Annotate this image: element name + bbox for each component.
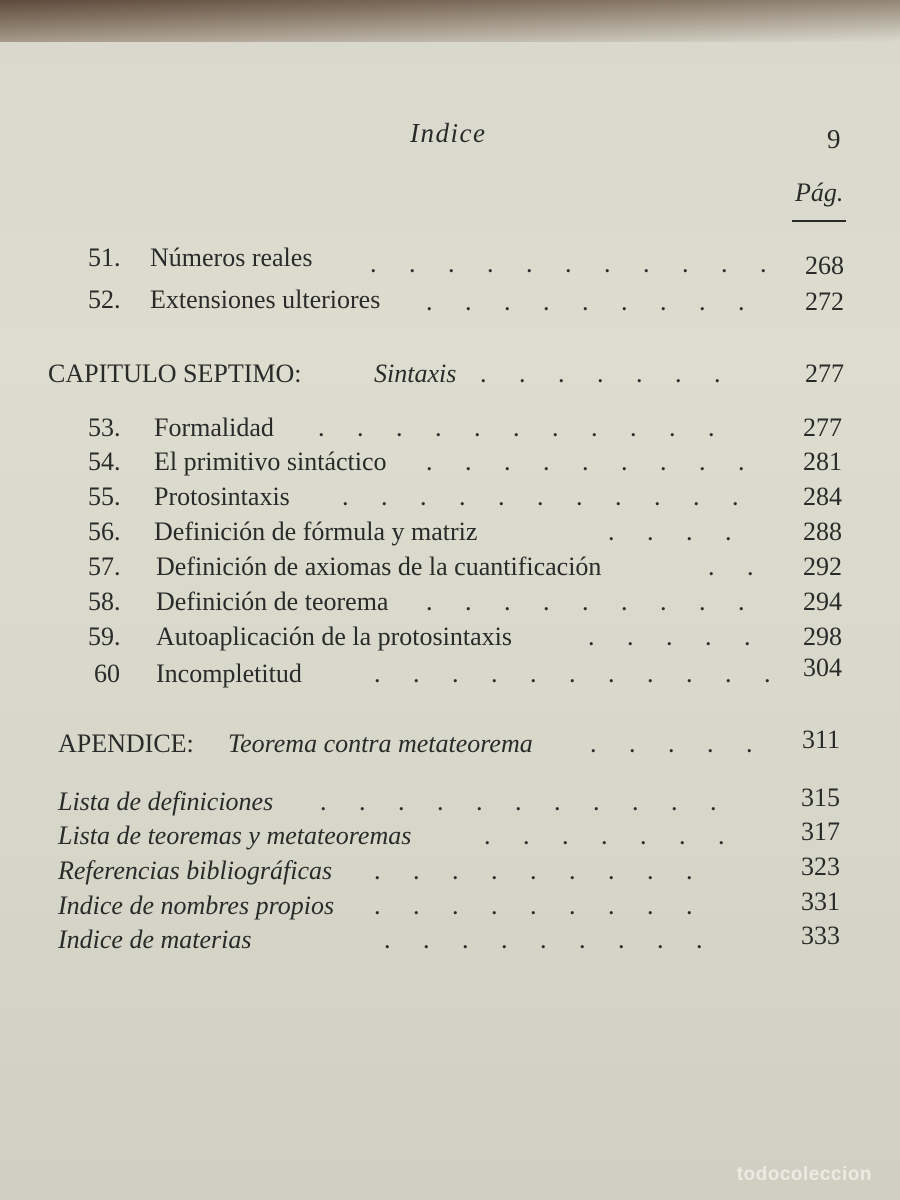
toc-entry-title: Indice de materias bbox=[58, 925, 252, 954]
toc-entry-title: Protosintaxis bbox=[154, 482, 290, 511]
toc-entry-page: 311 bbox=[801, 725, 840, 754]
page-edge-shadow bbox=[0, 0, 900, 42]
leader-dots: . . . . . . . . . . . bbox=[342, 482, 739, 511]
toc-entry-title: Formalidad bbox=[154, 413, 274, 442]
leader-dots: . . . . . . . bbox=[480, 359, 721, 388]
toc-entry-page: 281 bbox=[803, 447, 842, 476]
toc-entry bbox=[88, 284, 848, 316]
toc-entry-title: Números reales bbox=[150, 243, 313, 272]
toc-entry bbox=[88, 446, 848, 478]
toc-entry-page: 272 bbox=[805, 287, 844, 316]
toc-entry bbox=[88, 516, 848, 548]
toc-entry-number: 58. bbox=[88, 587, 121, 616]
toc-entry-number: 51. bbox=[88, 243, 121, 272]
leader-dots: . . . . . . . . . bbox=[384, 925, 703, 954]
toc-entry-page: 284 bbox=[803, 482, 842, 511]
toc-entry-page: 294 bbox=[803, 587, 842, 616]
toc-entry-page: 331 bbox=[801, 887, 840, 916]
toc-entry-number: 54. bbox=[88, 447, 121, 476]
toc-entry-page: 315 bbox=[801, 783, 840, 812]
toc-entry-title: Incompletitud bbox=[156, 659, 302, 688]
toc-back-matter-entry bbox=[58, 852, 848, 887]
page-number: 9 bbox=[827, 124, 841, 154]
toc-entry-title: Definición de teorema bbox=[156, 587, 389, 616]
toc-back-matter-entry bbox=[58, 817, 848, 852]
toc-entry-page: 304 bbox=[803, 653, 842, 682]
toc-entry bbox=[88, 586, 848, 618]
leader-dots: . . . . . . . . . . . bbox=[370, 249, 767, 278]
toc-entry-page: 292 bbox=[803, 552, 842, 581]
toc-entry-number: 56. bbox=[88, 517, 121, 546]
toc-entry-title: Referencias bibliográficas bbox=[58, 856, 333, 885]
toc-entry-title: Extensiones ulteriores bbox=[150, 285, 381, 314]
leader-dots: . . . . . . . bbox=[484, 821, 725, 850]
toc-entry bbox=[88, 412, 848, 444]
toc-entry-page: 323 bbox=[801, 852, 840, 881]
leader-dots: . . . . . . . . . . . bbox=[374, 659, 771, 688]
toc-entry-title: Definición de axiomas de la cuantificación bbox=[156, 552, 602, 581]
toc-entry-number: 57. bbox=[88, 552, 121, 581]
toc-entry-number: 53. bbox=[88, 413, 121, 442]
leader-dots: . . . . bbox=[608, 517, 732, 546]
toc-entry-title: Definición de fórmula y matriz bbox=[154, 517, 478, 546]
toc-entry bbox=[88, 551, 848, 583]
toc-entry-page: 333 bbox=[801, 921, 840, 950]
toc-entry-number: 59. bbox=[88, 622, 121, 651]
leader-dots: . . . . . . . . . bbox=[426, 447, 745, 476]
watermark-text: todocoleccion bbox=[736, 1164, 872, 1185]
toc-entry-title: Lista de teoremas y metateoremas bbox=[58, 821, 412, 850]
leader-dots: . . . . . . . . . bbox=[426, 587, 745, 616]
page-column-label: Pág. bbox=[795, 178, 844, 207]
toc-chapter-entry bbox=[48, 358, 848, 390]
leader-dots: . . . . . . . . . bbox=[374, 856, 693, 885]
toc-entry-title: Autoaplicación de la protosintaxis bbox=[156, 622, 512, 651]
toc-entry bbox=[88, 481, 848, 513]
toc-back-matter-entry bbox=[58, 887, 848, 922]
toc-entry-number: 55. bbox=[88, 482, 121, 511]
toc-entry bbox=[88, 242, 848, 280]
toc-chapter-label: CAPITULO SEPTIMO: bbox=[48, 359, 302, 388]
leader-dots: . . . . . . . . . . . bbox=[320, 787, 717, 816]
toc-entry-page: 277 bbox=[803, 413, 842, 442]
toc-entry-number: 52. bbox=[88, 285, 121, 314]
leader-dots: . . . . . . . . . bbox=[374, 891, 693, 920]
toc-entry-title: El primitivo sintáctico bbox=[154, 447, 387, 476]
running-header-title: Indice bbox=[410, 118, 487, 148]
toc-entry-page: 277 bbox=[805, 359, 844, 388]
toc-appendix-subtitle: Teorema contra metateorema bbox=[228, 729, 533, 758]
leader-dots: . . . . . bbox=[588, 622, 751, 651]
toc-entry-number: 60 bbox=[94, 659, 120, 688]
toc-entry-title: Lista de definiciones bbox=[58, 787, 274, 816]
toc-back-matter-entry bbox=[58, 783, 848, 818]
toc-entry-page: 298 bbox=[803, 622, 842, 651]
leader-dots: . . . . . . . . . . . bbox=[318, 413, 715, 442]
page-column-rule bbox=[792, 220, 846, 222]
toc-entry-title: Indice de nombres propios bbox=[58, 891, 335, 920]
leader-dots: . . . . . . . . . bbox=[426, 287, 745, 316]
toc-entry-page: 288 bbox=[803, 517, 842, 546]
toc-back-matter-entry bbox=[58, 921, 848, 956]
toc-entry bbox=[88, 621, 848, 653]
toc-entry-page: 317 bbox=[801, 817, 840, 846]
toc-chapter-subtitle: Sintaxis bbox=[374, 359, 457, 388]
leader-dots: . . bbox=[708, 552, 754, 581]
leader-dots: . . . . . bbox=[590, 729, 753, 758]
toc-appendix-label: APENDICE: bbox=[58, 729, 194, 758]
toc-entry-page: 268 bbox=[805, 251, 844, 280]
toc-entry bbox=[88, 653, 848, 690]
toc-appendix-entry bbox=[58, 725, 848, 760]
